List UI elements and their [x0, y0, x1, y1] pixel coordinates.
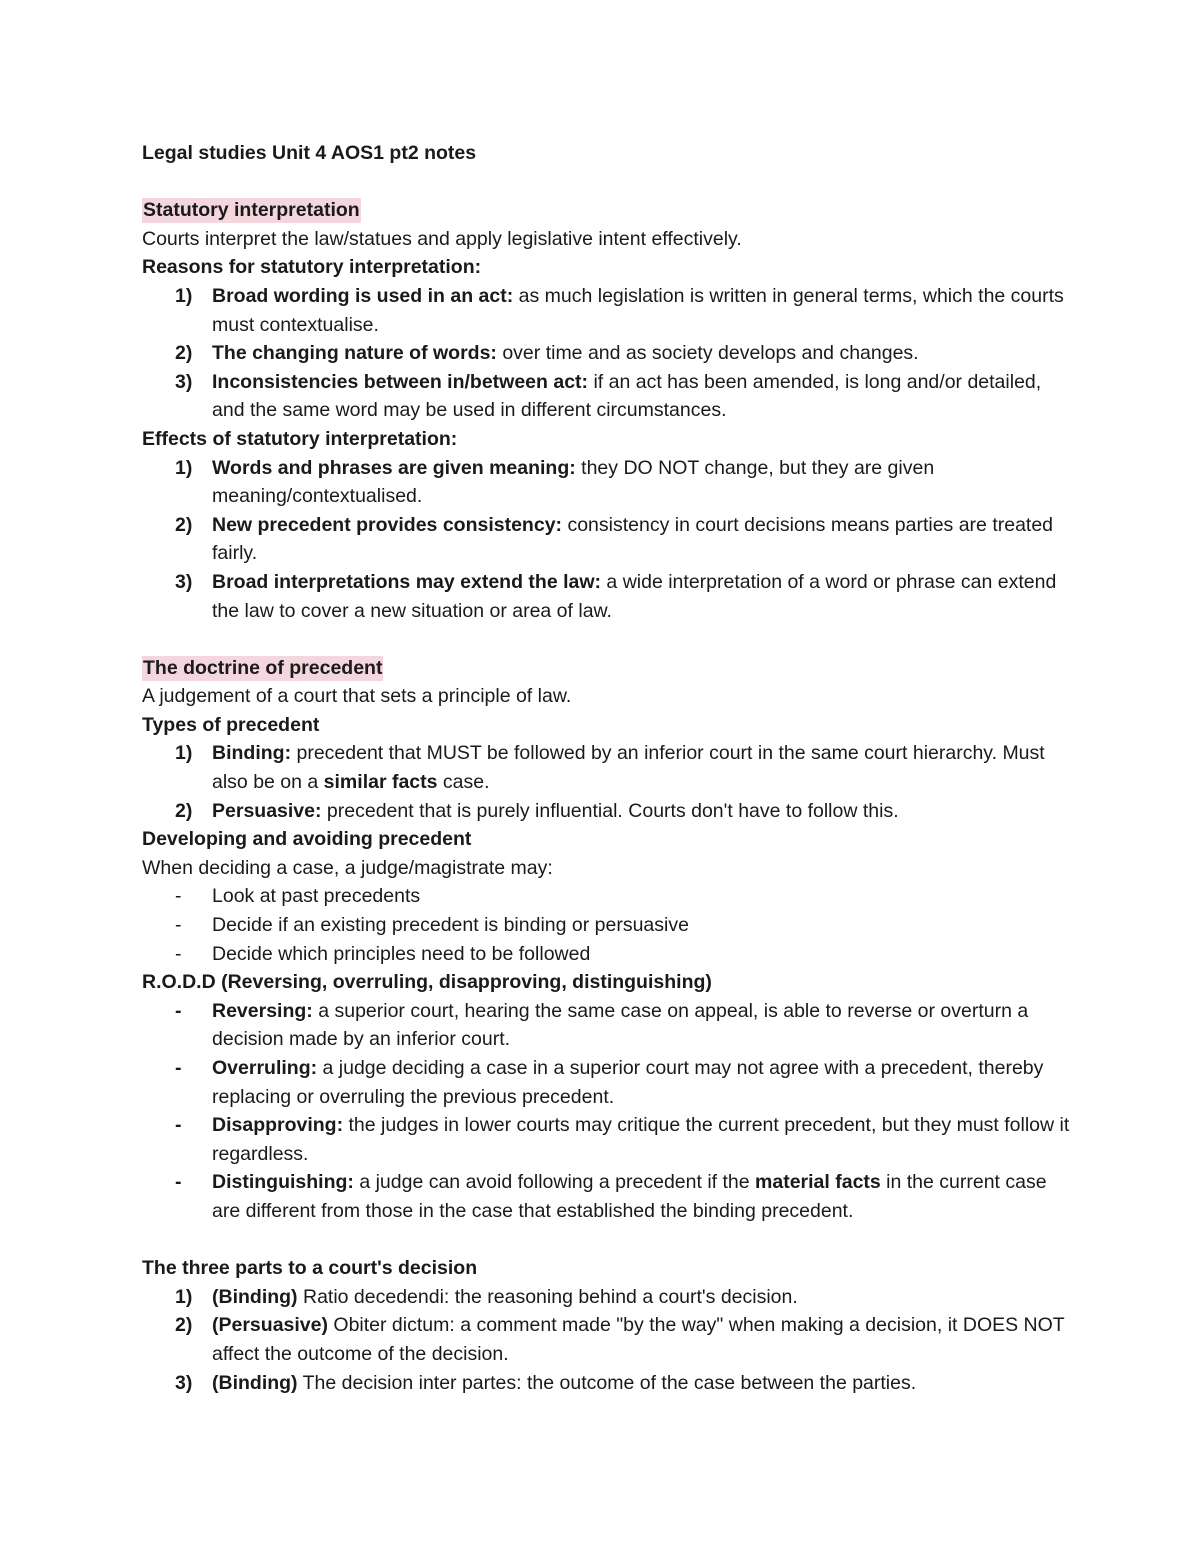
- item-text: case.: [437, 771, 490, 794]
- item-term: Broad interpretations may extend the law:: [212, 570, 602, 593]
- item-text: precedent that MUST be followed by an inferior court in the same court hierarchy. Must also be on a: [212, 742, 1045, 794]
- list-item: [142, 339, 1072, 368]
- item-text: they DO NOT change, but they are given meaning/contextualised.: [212, 456, 935, 508]
- types-heading: Types of precedent: [142, 713, 320, 736]
- rodd-heading: R.O.D.D (Reversing, overruling, disapproving, distinguishing): [142, 971, 712, 994]
- developing-intro: When deciding a case, a judge/magistrate may:: [142, 856, 553, 879]
- list-number: 3): [175, 570, 193, 593]
- item-emphasis: similar facts: [323, 771, 438, 794]
- item-text: a judge can avoid following a precedent if the: [353, 1171, 756, 1194]
- item-text: as much legislation is written in general terms, which the courts must contextualise.: [212, 284, 1064, 336]
- bullet-item: [142, 1168, 1072, 1225]
- item-text: a superior court, hearing the same case on appeal, is able to reverse or overturn a decision made by an inferior court.: [212, 999, 1029, 1051]
- dash-marker: -: [175, 1057, 182, 1079]
- bullet-item: [142, 997, 1072, 1054]
- item-term: Broad wording is used in an act:: [212, 284, 514, 307]
- section-heading-decision: The three parts to a court's decision: [142, 1257, 478, 1280]
- dash-marker: -: [175, 914, 182, 937]
- document-body: [142, 139, 1072, 1397]
- bullet-item: [142, 1111, 1072, 1168]
- document-title: Legal studies Unit 4 AOS1 pt2 notes: [142, 142, 477, 164]
- reasons-heading: Reasons for statutory interpretation:: [142, 256, 482, 279]
- list-number: 2): [175, 342, 193, 365]
- bullet-item: [142, 911, 1072, 940]
- item-text: precedent that is purely influential. Courts don't have to follow this.: [321, 799, 899, 822]
- item-term: (Binding): [212, 1285, 298, 1308]
- list-item: [142, 368, 1072, 425]
- dash-marker: -: [175, 1114, 182, 1137]
- dash-marker: -: [175, 999, 182, 1022]
- list-number: 3): [175, 1371, 193, 1394]
- effects-heading: Effects of statutory interpretation:: [142, 427, 458, 450]
- item-term: New precedent provides consistency:: [212, 513, 563, 536]
- spacer: [142, 625, 1072, 654]
- list-number: 1): [175, 456, 193, 479]
- item-text: the judges in lower courts may critique the current precedent, but they must follow it regardless.: [212, 1114, 1070, 1165]
- item-term: (Persuasive): [212, 1314, 328, 1337]
- list-item: [142, 454, 1072, 511]
- list-item: [142, 1283, 1072, 1312]
- section-heading-precedent: [142, 654, 1072, 683]
- spacer: [142, 168, 1072, 197]
- list-number: 1): [175, 742, 193, 765]
- item-term: Distinguishing:: [212, 1171, 354, 1194]
- item-term: (Binding): [212, 1371, 298, 1394]
- item-term: Overruling:: [212, 1057, 318, 1079]
- item-term: Binding:: [212, 742, 292, 765]
- item-term: Persuasive:: [212, 799, 322, 822]
- spacer: [142, 1226, 1072, 1255]
- item-text: Ratio decedendi: the reasoning behind a court's decision.: [297, 1285, 798, 1308]
- item-text: over time and as society develops and changes.: [496, 342, 919, 365]
- list-number: 2): [175, 513, 193, 536]
- item-text: in the current case are different from those in the case that established the binding precedent.: [212, 1171, 1047, 1222]
- item-text: Decide if an existing precedent is binding or persuasive: [212, 914, 689, 937]
- list-item: [142, 797, 1072, 826]
- bullet-item: [142, 1054, 1072, 1111]
- dash-marker: -: [175, 942, 182, 965]
- highlighted-heading: The doctrine of precedent: [143, 656, 383, 679]
- developing-heading: Developing and avoiding precedent: [142, 828, 472, 851]
- item-text: if an act has been amended, is long and/or detailed, and the same word may be used in different circumstances.: [212, 370, 1042, 422]
- list-item: [142, 1311, 1072, 1368]
- item-term: Words and phrases are given meaning:: [212, 456, 576, 479]
- item-text: Decide which principles need to be followed: [212, 942, 591, 965]
- list-number: 1): [175, 284, 193, 307]
- list-number: 2): [175, 799, 193, 822]
- item-text: consistency in court decisions means parties are treated fairly.: [212, 513, 1054, 565]
- item-text: The decision inter partes: the outcome of the case between the parties.: [297, 1371, 917, 1394]
- item-text: a wide interpretation of a word or phrase can extend the law to cover a new situation or area of law.: [212, 570, 1057, 622]
- list-number: 3): [175, 370, 193, 393]
- item-text: Obiter dictum: a comment made "by the way" when making a decision, it DOES NOT affect the outcome of the decision.: [212, 1314, 1065, 1365]
- bullet-item: [142, 882, 1072, 911]
- section-heading-statutory: [142, 196, 1072, 225]
- highlighted-heading: Statutory interpretation: [143, 199, 360, 222]
- list-item: [142, 739, 1072, 796]
- precedent-intro: A judgement of a court that sets a principle of law.: [142, 685, 572, 708]
- dash-marker: -: [175, 885, 182, 908]
- item-term: Disapproving:: [212, 1114, 344, 1137]
- bullet-item: [142, 940, 1072, 969]
- list-item: [142, 1369, 1072, 1398]
- list-number: 2): [175, 1314, 193, 1337]
- statutory-intro: Courts interpret the law/statues and apply legislative intent effectively.: [142, 227, 742, 250]
- item-term: Inconsistencies between in/between act:: [212, 370, 589, 393]
- item-text: a judge deciding a case in a superior court may not agree with a precedent, thereby replacing or overruling the previous precedent.: [212, 1057, 1044, 1108]
- item-emphasis: material facts: [755, 1171, 881, 1194]
- list-number: 1): [175, 1285, 193, 1308]
- list-item: [142, 282, 1072, 339]
- item-term: Reversing:: [212, 999, 313, 1022]
- item-text: Look at past precedents: [212, 885, 421, 908]
- item-term: The changing nature of words:: [212, 342, 497, 365]
- list-item: [142, 511, 1072, 568]
- list-item: [142, 568, 1072, 625]
- dash-marker: -: [175, 1171, 182, 1194]
